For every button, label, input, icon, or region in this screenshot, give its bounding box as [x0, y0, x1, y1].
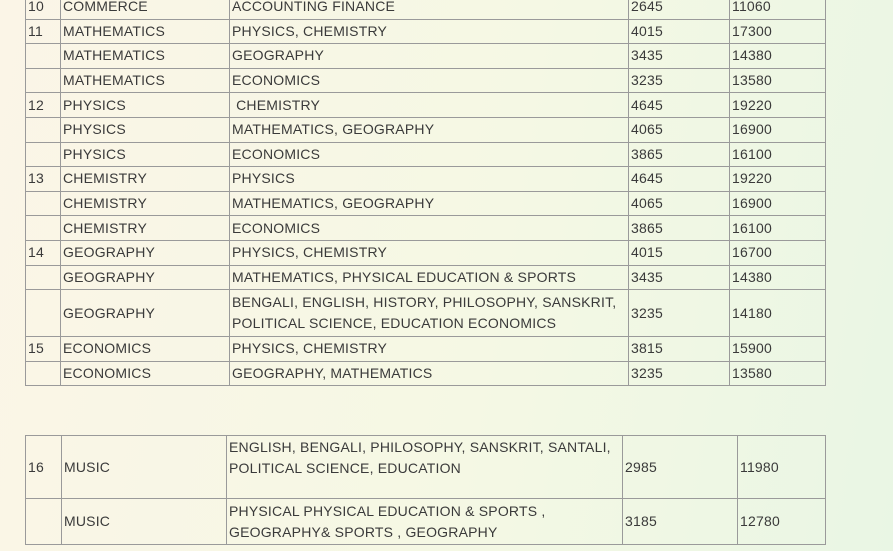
- serial-cell: [26, 68, 61, 93]
- total-fee-cell: 17300: [730, 19, 826, 44]
- major-subject-cell: GEOGRAPHY: [61, 290, 230, 337]
- major-subject-cell: MUSIC: [62, 436, 227, 499]
- table-row: [26, 68, 826, 93]
- table-row: [26, 0, 826, 19]
- fee-cell: 4645: [629, 167, 730, 192]
- fee-cell: 4015: [629, 240, 730, 265]
- serial-cell: 10: [26, 0, 61, 19]
- table-row: [26, 191, 826, 216]
- total-fee-cell: 19220: [730, 167, 826, 192]
- major-subject-cell: CHEMISTRY: [61, 216, 230, 241]
- fee-cell: 3235: [629, 361, 730, 386]
- fee-table-lower: [25, 435, 826, 545]
- table-row: [26, 19, 826, 44]
- fee-cell: 3865: [629, 216, 730, 241]
- table-row: [26, 499, 826, 545]
- table-row: [26, 240, 826, 265]
- total-fee-cell: 11060: [730, 0, 826, 19]
- fee-cell: 4065: [629, 117, 730, 142]
- major-subject-cell: COMMERCE: [61, 0, 230, 19]
- fee-cell: 4065: [629, 191, 730, 216]
- minor-subjects-cell: ECONOMICS: [230, 68, 629, 93]
- total-fee-cell: 16900: [730, 117, 826, 142]
- table-row: [26, 117, 826, 142]
- major-subject-cell: CHEMISTRY: [61, 167, 230, 192]
- total-fee-cell: 12780: [738, 499, 826, 545]
- serial-cell: 16: [26, 436, 62, 499]
- serial-cell: 11: [26, 19, 61, 44]
- fee-cell: 3435: [629, 44, 730, 69]
- table-row: [26, 337, 826, 362]
- fee-cell: 2985: [623, 436, 738, 499]
- major-subject-cell: MUSIC: [62, 499, 227, 545]
- minor-subjects-cell: ENGLISH, BENGALI, PHILOSOPHY, SANSKRIT, SANTALI, POLITICAL SCIENCE, EDUCATION: [227, 436, 623, 499]
- serial-cell: [26, 265, 61, 290]
- minor-subjects-cell: ECONOMICS: [230, 216, 629, 241]
- total-fee-cell: 11980: [738, 436, 826, 499]
- table-row: [26, 265, 826, 290]
- table-row: [26, 216, 826, 241]
- minor-subjects-cell: PHYSICS, CHEMISTRY: [230, 19, 629, 44]
- major-subject-cell: PHYSICS: [61, 93, 230, 118]
- table-row: [26, 142, 826, 167]
- minor-subjects-cell: BENGALI, ENGLISH, HISTORY, PHILOSOPHY, SANSKRIT, POLITICAL SCIENCE, EDUCATION ECONOMICS: [230, 290, 629, 337]
- fee-cell: 4015: [629, 19, 730, 44]
- table-row: [26, 93, 826, 118]
- table-row: [26, 361, 826, 386]
- serial-cell: [26, 290, 61, 337]
- total-fee-cell: 13580: [730, 68, 826, 93]
- serial-cell: [26, 142, 61, 167]
- major-subject-cell: ECONOMICS: [61, 361, 230, 386]
- fee-cell: 3185: [623, 499, 738, 545]
- minor-subjects-cell: MATHEMATICS, GEOGRAPHY: [230, 191, 629, 216]
- serial-cell: [26, 361, 61, 386]
- serial-cell: [26, 44, 61, 69]
- major-subject-cell: MATHEMATICS: [61, 68, 230, 93]
- major-subject-cell: ECONOMICS: [61, 337, 230, 362]
- minor-subjects-cell: ACCOUNTING FINANCE: [230, 0, 629, 19]
- minor-subjects-cell: PHYSICS, CHEMISTRY: [230, 337, 629, 362]
- major-subject-cell: MATHEMATICS: [61, 44, 230, 69]
- serial-cell: [26, 216, 61, 241]
- major-subject-cell: MATHEMATICS: [61, 19, 230, 44]
- fee-cell: 3235: [629, 68, 730, 93]
- minor-subjects-cell: GEOGRAPHY, MATHEMATICS: [230, 361, 629, 386]
- major-subject-cell: GEOGRAPHY: [61, 265, 230, 290]
- minor-subjects-cell: PHYSICS: [230, 167, 629, 192]
- serial-cell: [26, 499, 62, 545]
- table-row: [26, 167, 826, 192]
- total-fee-cell: 15900: [730, 337, 826, 362]
- minor-subjects-cell: PHYSICS, CHEMISTRY: [230, 240, 629, 265]
- table-row: [26, 290, 826, 337]
- minor-subjects-cell: ECONOMICS: [230, 142, 629, 167]
- table-row: [26, 44, 826, 69]
- total-fee-cell: 16900: [730, 191, 826, 216]
- fee-cell: 4645: [629, 93, 730, 118]
- total-fee-cell: 14380: [730, 44, 826, 69]
- minor-subjects-cell: GEOGRAPHY: [230, 44, 629, 69]
- fee-cell: 3235: [629, 290, 730, 337]
- total-fee-cell: 14180: [730, 290, 826, 337]
- minor-subjects-cell: CHEMISTRY: [230, 93, 629, 118]
- serial-cell: [26, 191, 61, 216]
- fee-cell: 3435: [629, 265, 730, 290]
- major-subject-cell: GEOGRAPHY: [61, 240, 230, 265]
- minor-subjects-cell: PHYSICAL PHYSICAL EDUCATION & SPORTS , GEOGRAPHY& SPORTS , GEOGRAPHY: [227, 499, 623, 545]
- fee-table-upper: [25, 0, 826, 386]
- total-fee-cell: 16100: [730, 216, 826, 241]
- table-row: [26, 436, 826, 499]
- serial-cell: 13: [26, 167, 61, 192]
- serial-cell: 12: [26, 93, 61, 118]
- fee-cell: 2645: [629, 0, 730, 19]
- serial-cell: 15: [26, 337, 61, 362]
- total-fee-cell: 19220: [730, 93, 826, 118]
- minor-subjects-cell: MATHEMATICS, PHYSICAL EDUCATION & SPORTS: [230, 265, 629, 290]
- serial-cell: [26, 117, 61, 142]
- serial-cell: 14: [26, 240, 61, 265]
- major-subject-cell: CHEMISTRY: [61, 191, 230, 216]
- fee-cell: 3865: [629, 142, 730, 167]
- total-fee-cell: 14380: [730, 265, 826, 290]
- minor-subjects-cell: MATHEMATICS, GEOGRAPHY: [230, 117, 629, 142]
- total-fee-cell: 16700: [730, 240, 826, 265]
- major-subject-cell: PHYSICS: [61, 142, 230, 167]
- fee-cell: 3815: [629, 337, 730, 362]
- total-fee-cell: 16100: [730, 142, 826, 167]
- total-fee-cell: 13580: [730, 361, 826, 386]
- major-subject-cell: PHYSICS: [61, 117, 230, 142]
